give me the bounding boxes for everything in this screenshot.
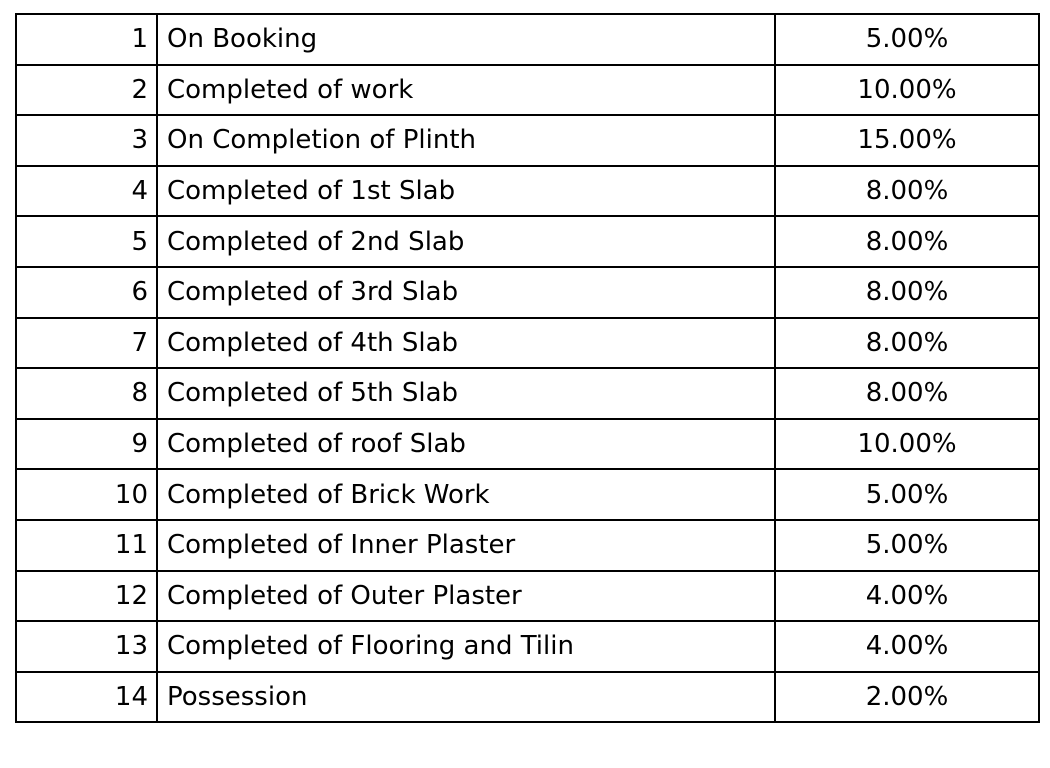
stage-label: On Booking [157, 14, 775, 65]
stage-percent: 2.00% [775, 672, 1039, 723]
schedule-body [16, 14, 1039, 722]
stage-label: Completed of Inner Plaster [157, 520, 775, 571]
stage-percent: 8.00% [775, 267, 1039, 318]
stage-percent: 15.00% [775, 115, 1039, 166]
stage-label: On Completion of Plinth [157, 115, 775, 166]
stage-percent: 10.00% [775, 65, 1039, 116]
stage-percent: 8.00% [775, 166, 1039, 217]
table-row [16, 267, 1039, 318]
stage-label: Completed of Flooring and Tilin [157, 621, 775, 672]
row-number: 14 [16, 672, 157, 723]
row-number: 1 [16, 14, 157, 65]
row-number: 11 [16, 520, 157, 571]
row-number: 8 [16, 368, 157, 419]
row-number: 3 [16, 115, 157, 166]
stage-percent: 8.00% [775, 318, 1039, 369]
stage-percent: 5.00% [775, 469, 1039, 520]
stage-percent: 8.00% [775, 368, 1039, 419]
stage-percent: 5.00% [775, 520, 1039, 571]
table-row [16, 621, 1039, 672]
payment-schedule-sheet [15, 13, 1040, 723]
table-row [16, 115, 1039, 166]
table-row [16, 419, 1039, 470]
stage-label: Completed of 4th Slab [157, 318, 775, 369]
stage-percent: 5.00% [775, 14, 1039, 65]
stage-percent: 4.00% [775, 621, 1039, 672]
table-row [16, 469, 1039, 520]
table-row [16, 318, 1039, 369]
stage-label: Completed of work [157, 65, 775, 116]
row-number: 4 [16, 166, 157, 217]
row-number: 5 [16, 216, 157, 267]
stage-label: Completed of Outer Plaster [157, 571, 775, 622]
table-row [16, 571, 1039, 622]
table-row [16, 166, 1039, 217]
table-row [16, 216, 1039, 267]
stage-percent: 4.00% [775, 571, 1039, 622]
table-row [16, 14, 1039, 65]
row-number: 10 [16, 469, 157, 520]
stage-percent: 10.00% [775, 419, 1039, 470]
stage-label: Completed of 1st Slab [157, 166, 775, 217]
row-number: 9 [16, 419, 157, 470]
stage-label: Completed of 3rd Slab [157, 267, 775, 318]
stage-label: Possession [157, 672, 775, 723]
stage-percent: 8.00% [775, 216, 1039, 267]
table-row [16, 672, 1039, 723]
row-number: 13 [16, 621, 157, 672]
row-number: 12 [16, 571, 157, 622]
row-number: 7 [16, 318, 157, 369]
table-row [16, 65, 1039, 116]
table-row [16, 520, 1039, 571]
stage-label: Completed of Brick Work [157, 469, 775, 520]
row-number: 2 [16, 65, 157, 116]
stage-label: Completed of 2nd Slab [157, 216, 775, 267]
payment-schedule-table [15, 13, 1040, 723]
table-row [16, 368, 1039, 419]
stage-label: Completed of 5th Slab [157, 368, 775, 419]
stage-label: Completed of roof Slab [157, 419, 775, 470]
row-number: 6 [16, 267, 157, 318]
